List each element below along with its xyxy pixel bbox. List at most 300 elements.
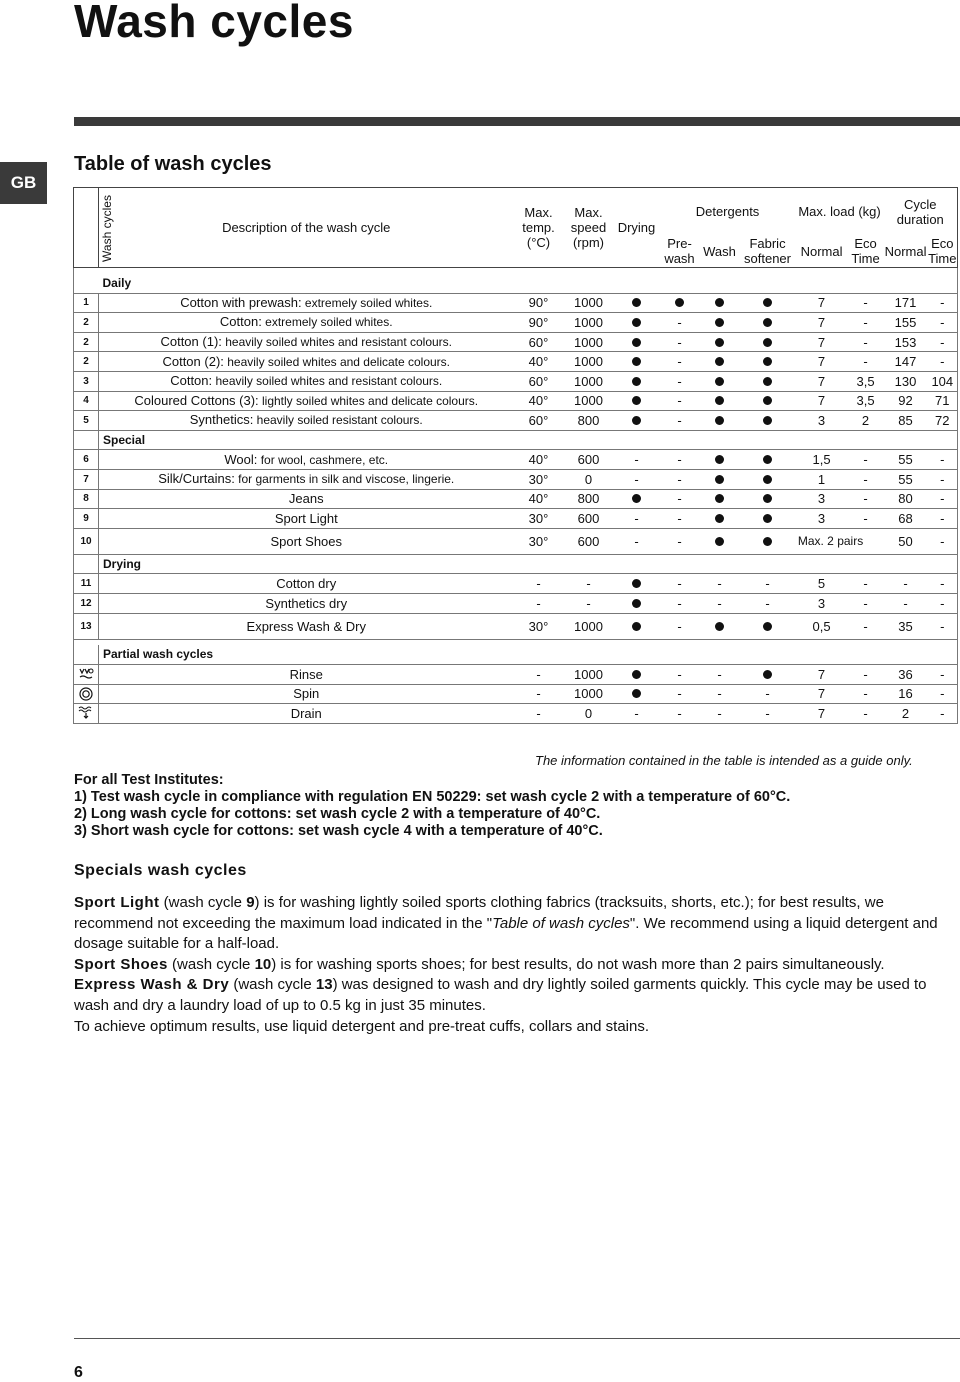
prewash-cell bbox=[660, 293, 700, 313]
duration-eco-cell: - bbox=[940, 533, 945, 549]
drain-icon bbox=[78, 706, 94, 720]
duration-eco-cell: 104 bbox=[931, 373, 954, 389]
bullet-dot bbox=[715, 537, 724, 546]
table-row bbox=[74, 528, 958, 554]
bullet-dot bbox=[632, 338, 641, 347]
cycle-number bbox=[74, 684, 99, 704]
wash-cell bbox=[700, 509, 740, 529]
duration-eco-cell: 72 bbox=[935, 412, 950, 428]
load-eco-cell: - bbox=[863, 686, 868, 702]
drying-cell bbox=[614, 684, 660, 704]
bullet-dot bbox=[715, 494, 724, 503]
max-temp-cell: 30° bbox=[528, 533, 549, 549]
max-temp-cell: 40° bbox=[528, 354, 549, 370]
max-speed-cell: 1000 bbox=[574, 373, 603, 389]
max-speed-cell: 600 bbox=[577, 510, 600, 526]
drying-cell bbox=[614, 665, 660, 685]
duration-normal-cell: 68 bbox=[898, 510, 913, 526]
wash-cell bbox=[700, 313, 740, 333]
load-eco-cell: - bbox=[863, 314, 868, 330]
bullet-dot bbox=[715, 455, 724, 464]
load-eco-cell: 3,5 bbox=[856, 373, 875, 389]
cycle-description: Wool: for wool, cashmere, etc. bbox=[224, 451, 389, 467]
duration-eco-cell: - bbox=[940, 618, 945, 634]
drying-cell bbox=[614, 352, 660, 372]
duration-eco-header: Eco Time bbox=[928, 236, 957, 266]
bottom-rule bbox=[74, 1338, 960, 1339]
duration-eco-cell: - bbox=[940, 471, 945, 487]
fabric-softener-header: Fabric softener bbox=[744, 236, 791, 266]
softener-cell: - bbox=[765, 595, 770, 611]
duration-eco-cell: 71 bbox=[935, 393, 950, 409]
max-speed-cell: 1000 bbox=[574, 666, 603, 682]
cycle-number: 8 bbox=[74, 489, 99, 509]
wash-cell bbox=[700, 411, 740, 431]
cycle-number: 12 bbox=[74, 593, 99, 613]
description-header: Description of the wash cycle bbox=[222, 220, 391, 235]
duration-normal-cell: 92 bbox=[898, 393, 913, 409]
load-normal-cell: 1,5 bbox=[812, 452, 831, 468]
max-temp-cell: - bbox=[536, 706, 541, 722]
cycle-description: Drain bbox=[290, 706, 322, 722]
load-normal-cell: 7 bbox=[817, 295, 826, 311]
wash-header: Wash bbox=[703, 243, 736, 259]
max-load-header: Max. load (kg) bbox=[798, 204, 881, 219]
cycle-description: Synthetics dry bbox=[265, 595, 348, 611]
max-speed-cell: 800 bbox=[577, 412, 600, 428]
prewash-cell: - bbox=[677, 533, 682, 549]
drying-cell: - bbox=[634, 471, 639, 487]
drying-cell bbox=[614, 293, 660, 313]
cycle-description: Coloured Cottons (3): lightly soiled whites and delicate colours. bbox=[134, 392, 479, 408]
cycle-number: 13 bbox=[74, 613, 99, 639]
cycle-number bbox=[74, 704, 99, 724]
test-line-2: 2) Long wash cycle for cottons: set wash cycle 2 with a temperature of 40°C. bbox=[74, 806, 601, 822]
duration-normal-cell: 130 bbox=[894, 373, 917, 389]
wash-cycles-table bbox=[73, 187, 958, 724]
softener-cell bbox=[740, 509, 796, 529]
wash-cell: - bbox=[717, 576, 722, 592]
prewash-header: Pre-wash bbox=[664, 236, 695, 266]
prewash-cell: - bbox=[677, 595, 682, 611]
bullet-dot bbox=[632, 494, 641, 503]
cycle-description: Cotton (2): heavily soiled whites and delicate colours. bbox=[162, 353, 451, 369]
table-row bbox=[74, 313, 958, 333]
cycle-number: 7 bbox=[74, 469, 99, 489]
duration-eco-cell: - bbox=[940, 576, 945, 592]
wash-cell bbox=[700, 293, 740, 313]
cycle-description: Cotton with prewash: extremely soiled whites. bbox=[180, 294, 433, 310]
bullet-dot bbox=[632, 377, 641, 386]
bullet-dot bbox=[715, 357, 724, 366]
cycle-description: Express Wash & Dry bbox=[246, 618, 366, 634]
prewash-cell: - bbox=[677, 666, 682, 682]
max-temp-cell: 30° bbox=[528, 471, 549, 487]
bullet-dot bbox=[763, 494, 772, 503]
test-line-3: 3) Short wash cycle for cottons: set wash cycle 4 with a temperature of 40°C. bbox=[74, 823, 603, 839]
softener-cell bbox=[740, 489, 796, 509]
bullet-dot bbox=[763, 475, 772, 484]
section-title: Table of wash cycles bbox=[74, 153, 272, 175]
wash-cell bbox=[700, 528, 740, 554]
duration-normal-cell: - bbox=[903, 595, 908, 611]
bullet-dot bbox=[763, 622, 772, 631]
max-temp-cell: 60° bbox=[528, 334, 549, 350]
cycle-number: 10 bbox=[74, 528, 99, 554]
bullet-dot bbox=[763, 416, 772, 425]
max-speed-cell: 1000 bbox=[574, 686, 603, 702]
drying-cell: - bbox=[634, 452, 639, 468]
bullet-dot bbox=[632, 416, 641, 425]
table-row bbox=[74, 509, 958, 529]
duration-normal-cell: 50 bbox=[898, 533, 913, 549]
bullet-dot bbox=[763, 338, 772, 347]
prewash-cell: - bbox=[677, 334, 682, 350]
bullet-dot bbox=[632, 622, 641, 631]
load-normal-cell: 7 bbox=[817, 314, 826, 330]
duration-normal-cell: 171 bbox=[894, 295, 917, 311]
load-eco-cell: - bbox=[863, 576, 868, 592]
cycle-duration-header: Cycle duration bbox=[896, 196, 944, 227]
max-temp-cell: - bbox=[536, 595, 541, 611]
duration-normal-cell: 55 bbox=[898, 471, 913, 487]
bullet-dot bbox=[715, 318, 724, 327]
max-temp-cell: 30° bbox=[528, 510, 549, 526]
duration-normal-cell: 2 bbox=[901, 706, 910, 722]
prewash-cell: - bbox=[677, 471, 682, 487]
group-special bbox=[74, 430, 958, 450]
softener-cell bbox=[740, 293, 796, 313]
drying-cell bbox=[614, 574, 660, 594]
test-institutes-heading: For all Test Institutes: bbox=[74, 772, 224, 788]
bullet-dot bbox=[763, 377, 772, 386]
softener-cell bbox=[740, 665, 796, 685]
softener-cell bbox=[740, 313, 796, 333]
bullet-dot bbox=[763, 357, 772, 366]
softener-cell: - bbox=[765, 576, 770, 592]
page-number: 6 bbox=[74, 1364, 83, 1381]
load-normal-cell: 3 bbox=[817, 412, 826, 428]
softener-cell bbox=[740, 469, 796, 489]
cycle-description: Cotton (1): heavily soiled whites and resistant colours. bbox=[160, 334, 453, 350]
cycle-number: 9 bbox=[74, 509, 99, 529]
table-row bbox=[74, 489, 958, 509]
duration-normal-cell: 35 bbox=[898, 618, 913, 634]
load-normal-cell: 5 bbox=[817, 576, 826, 592]
drying-cell: - bbox=[634, 510, 639, 526]
wash-cell bbox=[700, 352, 740, 372]
duration-normal-cell: 80 bbox=[898, 491, 913, 507]
table-row bbox=[74, 704, 958, 724]
cycle-number: 11 bbox=[74, 574, 99, 594]
load-normal-cell: 7 bbox=[817, 666, 826, 682]
load-eco-cell: - bbox=[863, 471, 868, 487]
load-normal-cell: 7 bbox=[817, 354, 826, 370]
top-rule bbox=[74, 117, 960, 126]
load-eco-cell: - bbox=[863, 334, 868, 350]
cycle-number: 6 bbox=[74, 450, 99, 470]
test-line-1: 1) Test wash cycle in compliance with regulation EN 50229: set wash cycle 2 with a temperature of 60°C. bbox=[74, 789, 791, 805]
cycle-number: 3 bbox=[74, 371, 99, 391]
drying-cell bbox=[614, 411, 660, 431]
load-normal-cell: 7 bbox=[817, 334, 826, 350]
max-temp-cell: 90° bbox=[528, 295, 549, 311]
cycle-description: Cotton dry bbox=[276, 576, 337, 592]
duration-normal-cell: 147 bbox=[894, 354, 917, 370]
express-paragraph: Express Wash & Dry (wash cycle 13) was designed to wash and dry lightly soiled garments quickly. This cycle may be used to wash and dry a laundry load of up to 0.5 kg in just 35 minutes. bbox=[74, 976, 927, 1014]
duration-eco-cell: - bbox=[940, 452, 945, 468]
group-label: Partial wash cycles bbox=[103, 647, 214, 662]
bullet-dot bbox=[763, 670, 772, 679]
drying-cell bbox=[614, 371, 660, 391]
duration-normal-cell: 153 bbox=[894, 334, 917, 350]
cycle-description: Sport Light bbox=[274, 510, 338, 526]
prewash-cell: - bbox=[677, 373, 682, 389]
bullet-dot bbox=[632, 670, 641, 679]
drying-cell bbox=[614, 332, 660, 352]
bullet-dot bbox=[632, 599, 641, 608]
max-temp-cell: 40° bbox=[528, 393, 549, 409]
cycle-number: 4 bbox=[74, 391, 99, 411]
softener-cell bbox=[740, 450, 796, 470]
cycle-description: Spin bbox=[293, 686, 320, 702]
table-row bbox=[74, 574, 958, 594]
bullet-dot bbox=[763, 318, 772, 327]
cycle-number: 2 bbox=[74, 352, 99, 372]
duration-normal-cell: 55 bbox=[898, 452, 913, 468]
duration-normal-cell: - bbox=[903, 576, 908, 592]
cycle-number: 5 bbox=[74, 411, 99, 431]
max-load-cell: Max. 2 pairs bbox=[797, 533, 864, 548]
bullet-dot bbox=[632, 318, 641, 327]
bullet-dot bbox=[715, 622, 724, 631]
load-eco-cell: - bbox=[863, 666, 868, 682]
cycle-description: Sport Shoes bbox=[270, 533, 343, 549]
cycle-description: Cotton: extremely soiled whites. bbox=[219, 314, 393, 330]
table-row bbox=[74, 332, 958, 352]
load-normal-cell: 1 bbox=[817, 471, 826, 487]
duration-eco-cell: - bbox=[940, 491, 945, 507]
bullet-dot bbox=[763, 537, 772, 546]
cycle-description: Synthetics: heavily soiled resistant colours. bbox=[189, 412, 423, 428]
load-normal-cell: 0,5 bbox=[812, 618, 831, 634]
load-normal-cell: 7 bbox=[817, 686, 826, 702]
softener-cell bbox=[740, 411, 796, 431]
bullet-dot bbox=[675, 298, 684, 307]
load-eco-cell: 2 bbox=[861, 412, 870, 428]
load-eco-cell: - bbox=[863, 295, 868, 311]
load-eco-cell: - bbox=[863, 510, 868, 526]
bullet-dot bbox=[715, 416, 724, 425]
test-institutes-block bbox=[74, 772, 790, 840]
softener-cell bbox=[740, 528, 796, 554]
bullet-dot bbox=[715, 475, 724, 484]
wash-cell bbox=[700, 450, 740, 470]
drying-cell bbox=[614, 613, 660, 639]
sport-shoes-paragraph: Sport Shoes (wash cycle 10) is for washing sports shoes; for best results, do not wash more than 2 pairs simultaneously. bbox=[74, 955, 885, 973]
max-speed-cell: 1000 bbox=[574, 618, 603, 634]
group-label: Drying bbox=[103, 556, 142, 571]
table-row bbox=[74, 352, 958, 372]
load-normal-cell: 3 bbox=[817, 491, 826, 507]
duration-normal-cell: 85 bbox=[898, 412, 913, 428]
bullet-dot bbox=[715, 338, 724, 347]
prewash-cell: - bbox=[677, 491, 682, 507]
prewash-cell: - bbox=[677, 706, 682, 722]
prewash-cell: - bbox=[677, 686, 682, 702]
prewash-cell: - bbox=[677, 618, 682, 634]
table-row bbox=[74, 613, 958, 639]
group-partial bbox=[74, 645, 958, 665]
prewash-cell: - bbox=[677, 510, 682, 526]
cycle-number: 2 bbox=[74, 332, 99, 352]
wash-cell: - bbox=[717, 686, 722, 702]
group-drying bbox=[74, 554, 958, 574]
table-row bbox=[74, 469, 958, 489]
table-row bbox=[74, 593, 958, 613]
bullet-dot bbox=[632, 579, 641, 588]
group-label: Special bbox=[103, 432, 146, 447]
max-speed-cell: 600 bbox=[577, 452, 600, 468]
bullet-dot bbox=[632, 396, 641, 405]
load-normal-cell: 3 bbox=[817, 595, 826, 611]
drying-cell bbox=[614, 593, 660, 613]
wash-cell bbox=[700, 489, 740, 509]
max-speed-cell: 0 bbox=[584, 706, 593, 722]
table-row bbox=[74, 391, 958, 411]
sport-light-paragraph: Sport Light (wash cycle 9) is for washing lightly soiled sports clothing fabrics (tracksuits, shorts, etc.); for best results, we recommend not exceeding the maximum load indicated in the "Table of wash cycles". We recommend using a liquid detergent and dosage suitable for a half-load. bbox=[74, 894, 938, 953]
bullet-dot bbox=[715, 514, 724, 523]
specials-title: Specials wash cycles bbox=[74, 862, 247, 879]
softener-cell bbox=[740, 332, 796, 352]
prewash-cell: - bbox=[677, 452, 682, 468]
max-speed-header: Max. speed (rpm) bbox=[570, 205, 607, 250]
cycle-description: Cotton: heavily soiled whites and resistant colours. bbox=[170, 373, 443, 389]
max-speed-cell: 1000 bbox=[574, 334, 603, 350]
load-normal-cell: 7 bbox=[817, 393, 826, 409]
bullet-dot bbox=[763, 455, 772, 464]
bullet-dot bbox=[632, 689, 641, 698]
load-normal-cell: 3 bbox=[817, 510, 826, 526]
cycle-number: 2 bbox=[74, 313, 99, 333]
bullet-dot bbox=[632, 298, 641, 307]
wash-cell bbox=[700, 613, 740, 639]
load-normal-cell: 7 bbox=[817, 373, 826, 389]
bullet-dot bbox=[763, 298, 772, 307]
max-temp-cell: - bbox=[536, 666, 541, 682]
drying-header: Drying bbox=[617, 220, 656, 235]
wash-cell: - bbox=[717, 595, 722, 611]
max-speed-cell: 600 bbox=[577, 533, 600, 549]
duration-normal-header: Normal bbox=[884, 243, 927, 259]
table-row bbox=[74, 411, 958, 431]
bullet-dot bbox=[715, 377, 724, 386]
detergents-header: Detergents bbox=[695, 204, 760, 219]
bullet-dot bbox=[632, 357, 641, 366]
table-row bbox=[74, 371, 958, 391]
load-eco-cell: - bbox=[863, 706, 868, 722]
load-eco-cell: - bbox=[863, 618, 868, 634]
cycle-description: Jeans bbox=[288, 491, 324, 507]
softener-cell bbox=[740, 371, 796, 391]
duration-eco-cell: - bbox=[940, 595, 945, 611]
duration-eco-cell: - bbox=[940, 706, 945, 722]
max-speed-cell: 1000 bbox=[574, 393, 603, 409]
prewash-cell: - bbox=[677, 412, 682, 428]
duration-eco-cell: - bbox=[940, 334, 945, 350]
duration-normal-cell: 16 bbox=[898, 686, 913, 702]
spin-icon bbox=[78, 687, 94, 701]
cycle-description: Rinse bbox=[289, 666, 323, 682]
softener-cell: - bbox=[765, 686, 770, 702]
softener-cell bbox=[740, 391, 796, 411]
max-temp-cell: - bbox=[536, 576, 541, 592]
prewash-cell: - bbox=[677, 314, 682, 330]
max-speed-cell: - bbox=[586, 576, 591, 592]
max-temp-cell: 40° bbox=[528, 491, 549, 507]
duration-eco-cell: - bbox=[940, 686, 945, 702]
max-temp-cell: 30° bbox=[528, 618, 549, 634]
duration-normal-cell: 36 bbox=[898, 666, 913, 682]
duration-eco-cell: - bbox=[940, 295, 945, 311]
prewash-cell: - bbox=[677, 354, 682, 370]
max-temp-cell: 40° bbox=[528, 452, 549, 468]
max-speed-cell: 1000 bbox=[574, 295, 603, 311]
group-daily: Daily bbox=[102, 275, 132, 290]
load-normal-header: Normal bbox=[800, 243, 843, 259]
prewash-cell: - bbox=[677, 576, 682, 592]
page-title: Wash cycles bbox=[74, 0, 354, 47]
rinse-icon bbox=[78, 667, 94, 681]
max-speed-cell: 800 bbox=[577, 491, 600, 507]
max-speed-cell: 1000 bbox=[574, 314, 603, 330]
drying-cell bbox=[614, 313, 660, 333]
duration-eco-cell: - bbox=[940, 510, 945, 526]
load-normal-cell: 7 bbox=[817, 706, 826, 722]
max-temp-cell: 60° bbox=[528, 373, 549, 389]
guide-note: The information contained in the table is intended as a guide only. bbox=[535, 753, 913, 768]
max-temp-cell: - bbox=[536, 686, 541, 702]
load-eco-cell: 3,5 bbox=[856, 393, 875, 409]
bullet-dot bbox=[763, 514, 772, 523]
table-row bbox=[74, 450, 958, 470]
final-paragraph: To achieve optimum results, use liquid detergent and pre-treat cuffs, collars and stains. bbox=[74, 1017, 650, 1035]
table-row bbox=[74, 293, 958, 313]
wash-cell bbox=[700, 332, 740, 352]
bullet-dot bbox=[715, 298, 724, 307]
drying-cell: - bbox=[634, 706, 639, 722]
duration-eco-cell: - bbox=[940, 666, 945, 682]
load-eco-cell: - bbox=[863, 595, 868, 611]
max-speed-cell: 0 bbox=[584, 471, 593, 487]
softener-cell bbox=[740, 613, 796, 639]
drying-cell: - bbox=[634, 533, 639, 549]
drying-cell bbox=[614, 489, 660, 509]
wash-cycles-header: Wash cycles bbox=[74, 188, 99, 268]
specials-description bbox=[74, 893, 954, 1037]
cycle-description: Silk/Curtains: for garments in silk and viscose, lingerie. bbox=[158, 471, 455, 487]
wash-cell: - bbox=[717, 706, 722, 722]
duration-normal-cell: 155 bbox=[894, 314, 917, 330]
wash-cell bbox=[700, 391, 740, 411]
load-eco-cell: - bbox=[863, 491, 868, 507]
max-temp-header: Max. temp. (°C) bbox=[522, 205, 555, 250]
max-speed-cell: 1000 bbox=[574, 354, 603, 370]
prewash-cell: - bbox=[677, 393, 682, 409]
wash-cell: - bbox=[717, 666, 722, 682]
duration-eco-cell: - bbox=[940, 354, 945, 370]
bullet-dot bbox=[763, 396, 772, 405]
